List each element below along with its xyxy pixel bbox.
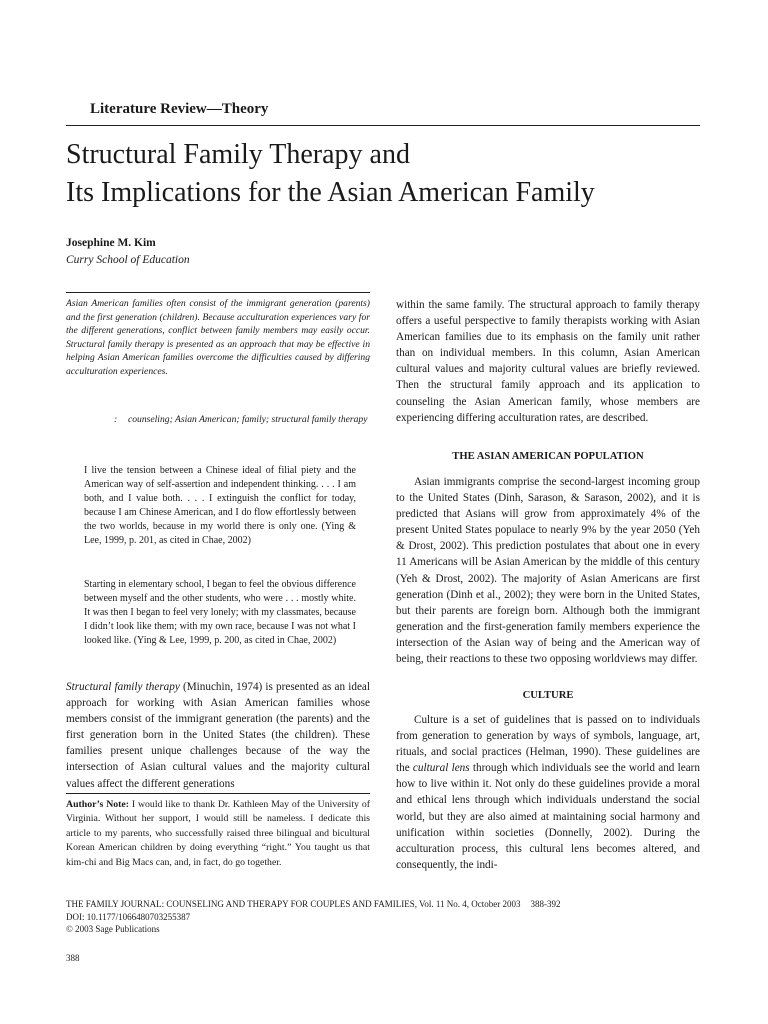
population-paragraph: Asian immigrants comprise the second-largest incoming group to the United States (Dinh, Sarason, & Sarason, 2002), and it is predicted that Asians will grow from approximately 4% of the present United States populace to nearly 9% by the year 2050 (Yeh & Drost, 2002). This prediction postulates that about one in every 11 Americans will be Asian American by the middle of this century (Yeh & Drost, 2002). The majority of Asian Americans are first generation (Dinh et al., 2002); they were born in the United States, but their parents are foreign born. Although both the immigrant generation and the first-generation family members experience the intersection of the Asian way of being and the American way of being, their reactions to these two opposing worldviews may differ.	[396, 476, 700, 666]
keywords-marker: :	[114, 414, 118, 425]
authors-note-text: I would like to thank Dr. Kathleen May of the University of Virginia. Without her support, I would still be nameless. I dedicate this article to my parents, who successfully raised three bilingual and bicultural Korean American children by doing everything “right.” You taught us that kim-chi and Big Macs can, and, in fact, do go together.	[66, 799, 370, 868]
abstract-rule	[66, 292, 370, 293]
term-cultural-lens: cultural lens	[412, 762, 470, 775]
right-intro-paragraph: within the same family. The structural approach to family therapy offers a useful perspective to family therapists working with Asian American families due to its emphasis on the family unit rather than on individual members. In this column, Asian American cultural values and majority cultural values are briefly reviewed. Then the structural family approach and its application to counseling the Asian American family, whose members are experiencing differing acculturation rates, are described.	[396, 299, 700, 424]
authors-note-label: Author’s Note:	[66, 799, 130, 810]
culture-text-after: through which individuals see the world and learn how to live within it. Not only do these guidelines provide a moral and ethical lens through which individuals understand the social world, but they are also aimed at maintaining social harmony and unification within societies (Donnelly, 2002). During the acculturation process, this cultural lens becomes altered, and consequently, the indi-	[396, 762, 701, 871]
footer-journal: THE FAMILY JOURNAL: COUNSELING AND THERAPY FOR COUPLES AND FAMILIES, Vol. 11 No. 4, October 2003	[66, 899, 521, 909]
footer-citation-line	[66, 898, 706, 911]
author-affiliation: Curry School of Education	[66, 254, 190, 266]
epigraph-quote-1: I live the tension between a Chinese ideal of filial piety and the American way of self-assertion and independent thinking. . . . I am both, and I value both. . . . I extinguish the conflict for today, because I am Chinese American, and I do flow effortlessly between the two worlds, because in my world there is only one. (Ying & Lee, 1999, p. 201, as cited in Chae, 2002)	[84, 465, 356, 546]
article-title	[66, 136, 706, 212]
note-rule	[66, 793, 370, 794]
footer-pages: 388-392	[530, 899, 561, 909]
keywords-text: counseling; Asian American; family; structural family therapy	[128, 414, 368, 425]
culture-text-before: Culture is a set of guidelines that is passed on to individuals from generation to generation by ways of symbols, language, art, rituals, and social practices (Helman, 1990). These guidelines are the	[396, 714, 700, 775]
title-line-1: Structural Family Therapy and	[66, 139, 410, 170]
keywords	[114, 413, 370, 427]
left-body-paragraph	[66, 679, 370, 792]
section-label: Literature Review—Theory	[90, 101, 269, 117]
culture-paragraph	[396, 712, 700, 873]
title-line-2: Its Implications for the Asian American Family	[66, 177, 595, 208]
left-body-text: (Minuchin, 1974) is presented as an ideal approach for working with Asian American families whose members consist of the immigrant generation (the parents) and the first generation born in the United States (the children). These families present unique challenges because of the way the intersection of Asian cultural values and the majority cultural values affect the different generations	[66, 681, 370, 790]
journal-footer	[66, 898, 706, 936]
header-rule	[66, 125, 700, 126]
page-number: 388	[66, 953, 80, 963]
term-structural-family-therapy: Structural family therapy	[66, 681, 180, 693]
epigraph-quote-2: Starting in elementary school, I began to feel the obvious difference between myself and the other students, who were . . . mostly white. It was then I began to feel very lonely; with my classmates, because I didn’t look like them; with my own race, because I was not what I looked like. (Ying & Lee, 1999, p. 200, as cited in Chae, 2002)	[84, 579, 356, 646]
heading-asian-american-population: THE ASIAN AMERICAN POPULATION	[452, 451, 644, 462]
authors-note	[66, 798, 370, 870]
abstract: Asian American families often consist of the immigrant generation (parents) and the first generation (children). Because acculturation experiences vary for the different generations, conflict between family members may easily occur. Structural family therapy is presented as an approach that may be effective in helping Asian American families overcome the difficulties caused by differing acculturation experiences.	[66, 298, 370, 377]
author-name: Josephine M. Kim	[66, 237, 156, 249]
heading-culture: CULTURE	[522, 690, 574, 701]
footer-copyright: © 2003 Sage Publications	[66, 924, 160, 934]
footer-doi: DOI: 10.1177/1066480703255387	[66, 911, 191, 922]
